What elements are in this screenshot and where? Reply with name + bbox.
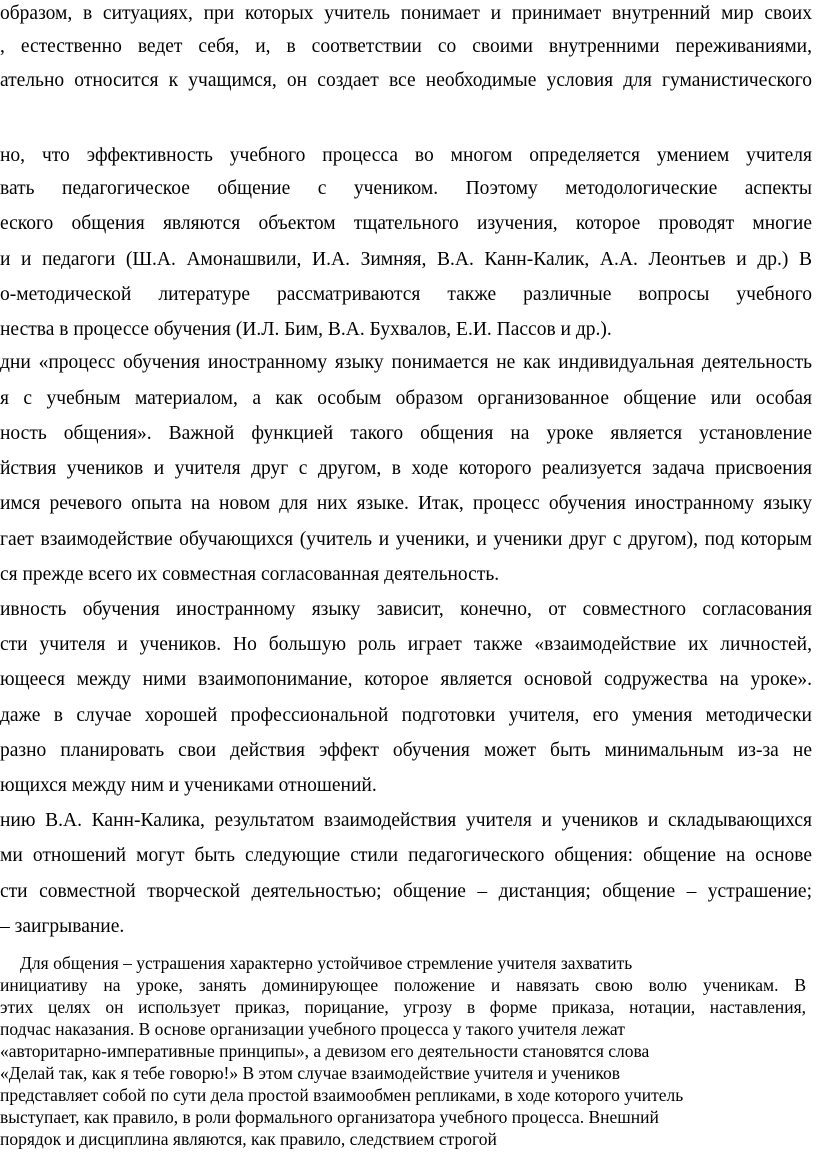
text-line: Для общения – устрашения характерно устойчивое стремление учителя захватить	[20, 953, 633, 973]
text-line: сти учителя и учеников. Но большую роль играет также «взаимодействие их личностей,	[0, 634, 812, 655]
text-line: вать педагогическое общение с учеником. Поэтому методологические аспекты	[0, 178, 812, 199]
text-line: нию В.А. Канн-Калика, результатом взаимодействия учителя и учеников и складывающихся	[0, 810, 812, 831]
text-line: образом, в ситуациях, при которых учитель понимает и принимает внутренний мир своих	[0, 3, 812, 24]
text-line: но, что эффективность учебного процесса во многом определяется умением учителя	[0, 145, 812, 166]
text-line: – заигрывание.	[0, 916, 125, 937]
text-line: выступает, как правило, в роли формального организатора учебного процесса. Внешний	[0, 1107, 659, 1127]
text-line: еского общения являются объектом тщательного изучения, которое проводят многие	[0, 213, 812, 234]
text-line: , естественно ведет себя, и, в соответствии со своими внутренними переживаниями,	[0, 36, 812, 57]
text-line: ся прежде всего их совместная согласованная деятельность.	[0, 564, 500, 585]
text-line: ющееся между ними взаимопонимание, которое является основой содружества на уроке».	[0, 669, 812, 690]
text-line: йствия учеников и учителя друг с другом, в ходе которого реализуется задача присвоения	[0, 458, 812, 479]
text-line: подчас наказания. В основе организации учебного процесса у такого учителя лежат	[0, 1019, 625, 1039]
text-line: даже в случае хорошей профессиональной подготовки учителя, его умения методически	[0, 705, 812, 726]
text-line: ность общения». Важной функцией такого общения на уроке является установление	[0, 423, 812, 444]
text-line: о-методической литературе рассматриваются также различные вопросы учебного	[0, 284, 812, 305]
text-line: имся речевого опыта на новом для них языке. Итак, процесс обучения иностранному языку	[0, 493, 812, 514]
text-line: ательно относится к учащимся, он создает все необходимые условия для гуманистического	[0, 70, 812, 91]
text-line: я с учебным материалом, а как особым образом организованное общение или особая	[0, 388, 812, 409]
text-line: «авторитарно-императивные принципы», а девизом его деятельности становятся слова	[0, 1041, 650, 1061]
text-line: сти совместной творческой деятельностью; общение – дистанция; общение – устрашение;	[0, 881, 812, 902]
text-line: порядок и дисциплина являются, как правило, следствием строгой	[0, 1129, 497, 1149]
text-line: представляет собой по сути дела простой взаимообмен репликами, в ходе которого учитель	[0, 1085, 684, 1105]
text-line: ивность обучения иностранному языку зависит, конечно, от совместного согласования	[0, 599, 812, 620]
text-line: и и педагоги (Ш.А. Амонашвили, И.А. Зимняя, В.А. Канн-Калик, А.А. Леонтьев и др.) В	[0, 249, 812, 270]
text-line: разно планировать свои действия эффект обучения может быть минимальным из-за не	[0, 740, 812, 761]
text-line: гает взаимодействие обучающихся (учитель и ученики, и ученики друг с другом), под которым	[0, 529, 812, 550]
text-line: дни «процесс обучения иностранному языку понимается не как индивидуальная деятельность	[0, 352, 812, 373]
text-line: этих целях он использует приказ, порицание, угрозу в форме приказа, нотации, наставления,	[0, 997, 806, 1017]
text-line: нества в процессе обучения (И.Л. Бим, В.А. Бухвалов, Е.И. Пассов и др.).	[0, 319, 612, 340]
text-line: «Делай так, как я тебе говорю!» В этом случае взаимодействие учителя и учеников	[0, 1063, 621, 1083]
text-line: ющихся между ним и учениками отношений.	[0, 775, 377, 796]
text-line: инициативу на уроке, занять доминирующее положение и навязать свою волю ученикам. В	[0, 975, 806, 995]
text-line: ми отношений могут быть следующие стили педагогического общения: общение на основе	[0, 845, 812, 866]
